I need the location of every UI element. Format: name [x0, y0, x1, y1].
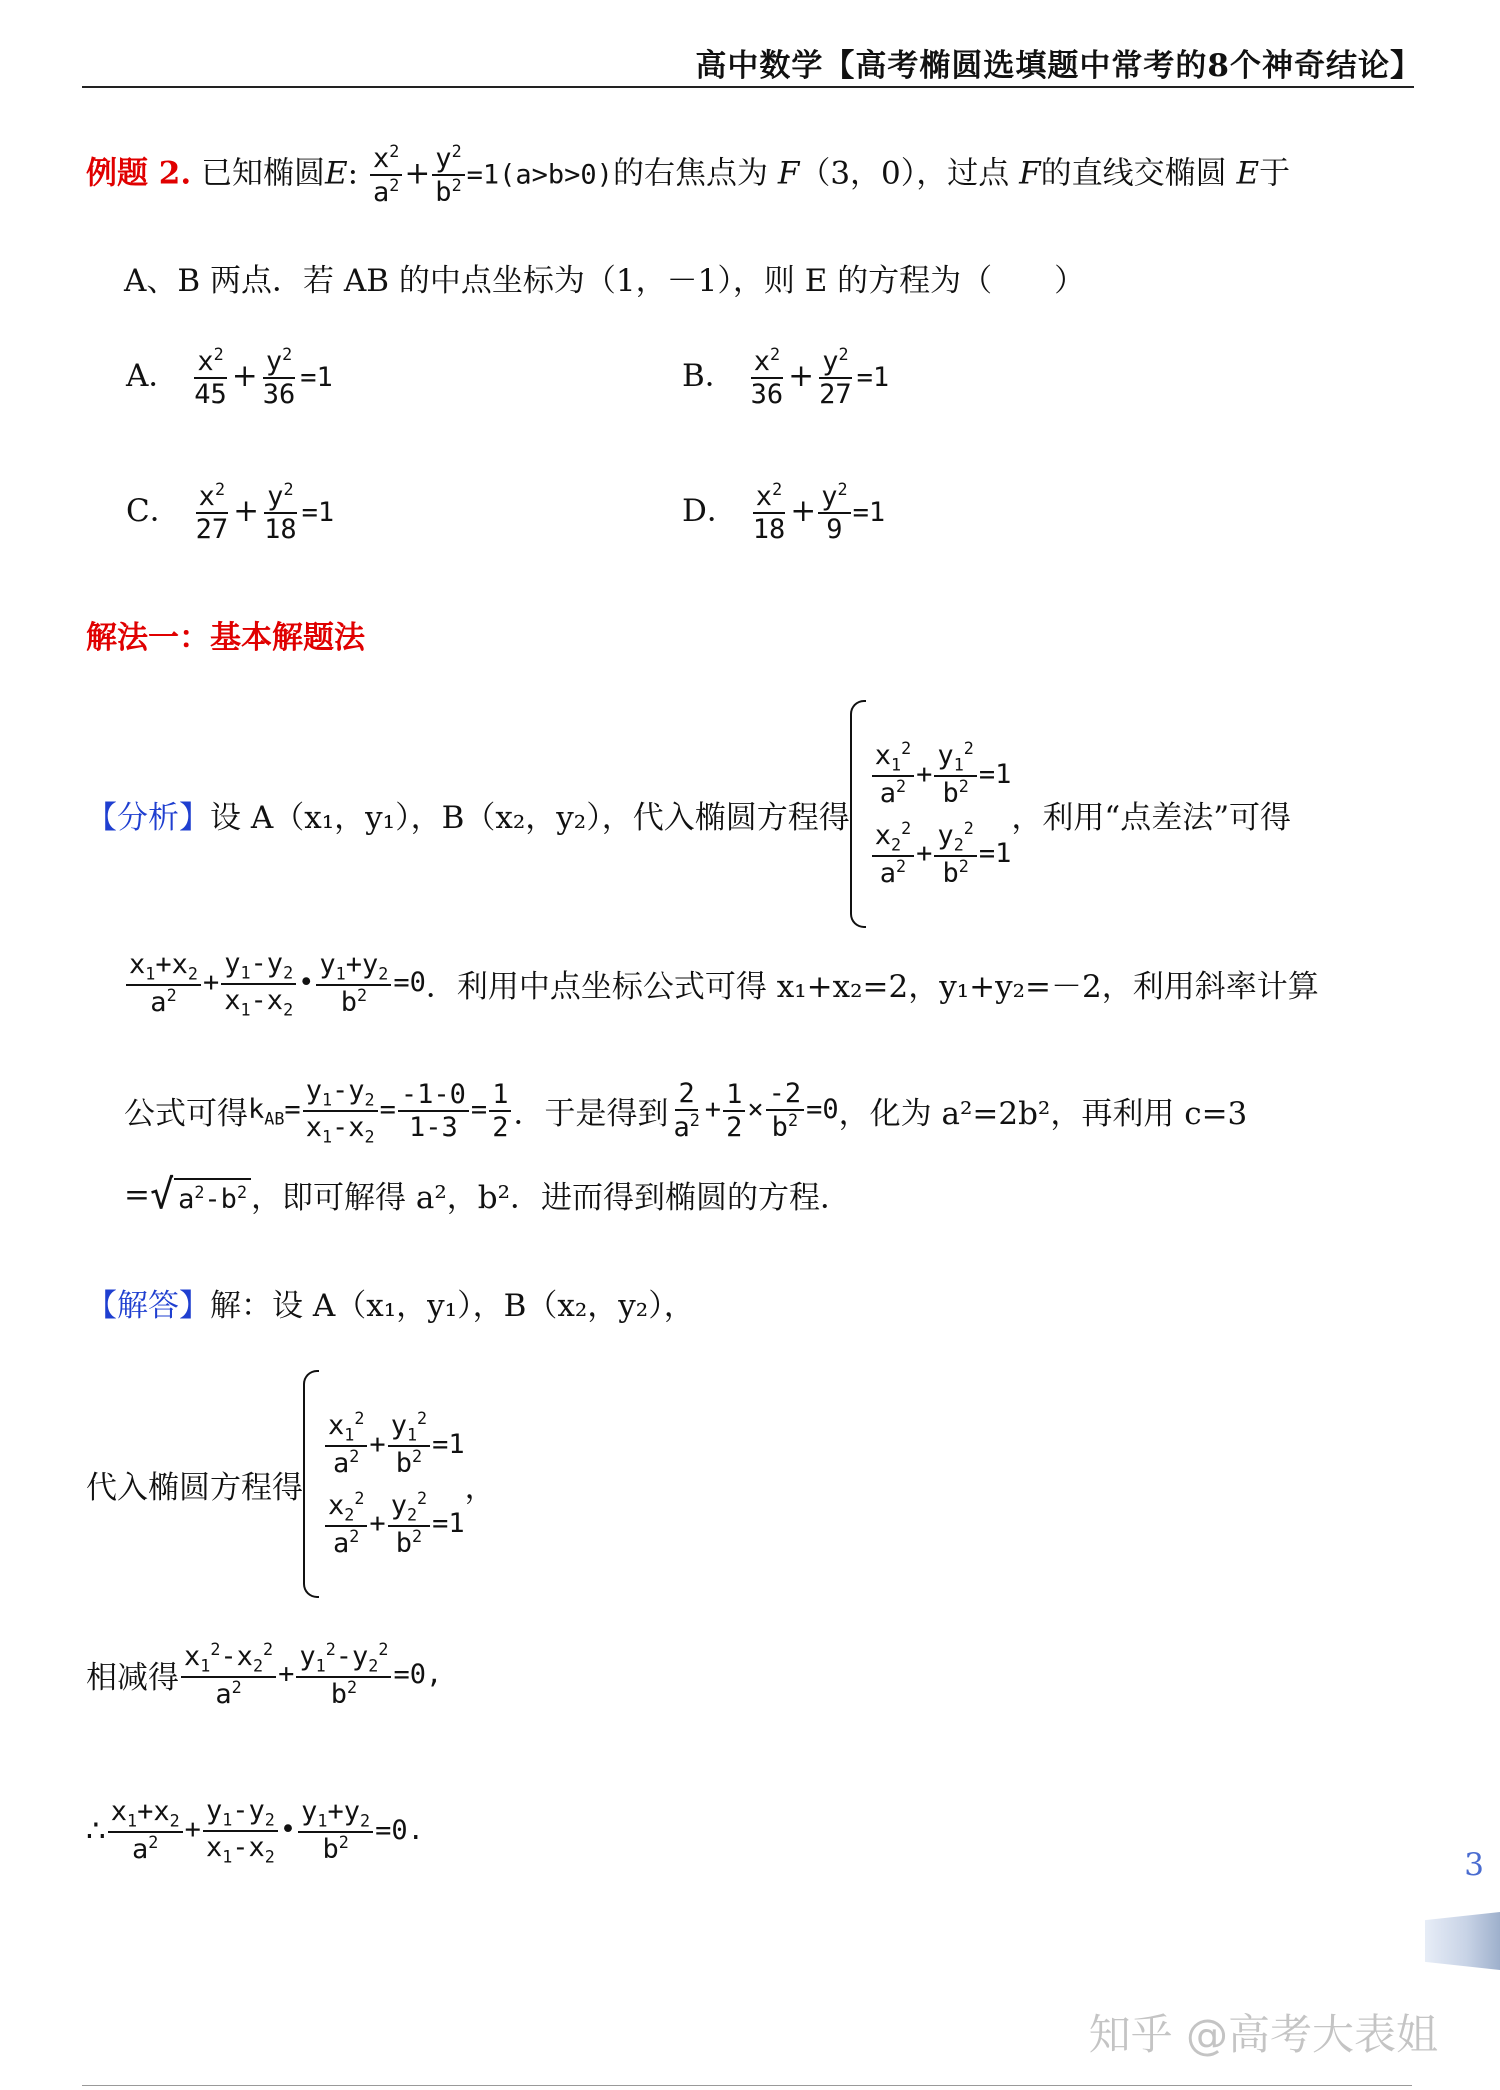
focus-name: F: [777, 155, 800, 192]
answer-tag: 【解答】: [86, 1288, 210, 1324]
option-label: B．: [682, 358, 736, 395]
option-denominator-y: 9: [826, 514, 843, 546]
answer-text-2-after: ，: [464, 1469, 496, 1506]
watermark: 知乎 @高考大表姐: [1088, 2010, 1438, 2059]
answer-line-4: [86, 1795, 424, 1866]
analysis-text-3c: ，化为 a²=2b²，再利用 c=3: [838, 1096, 1248, 1133]
example-line-2: A、B 两点．若 AB 的中点坐标为（1，－1），则 E 的方程为（ ）: [124, 263, 1086, 299]
header-title: 高中数学【高考椭圆选填题中常考的8个神奇结论】: [695, 48, 1422, 84]
option-c: C． $\frac{x^2}{27}$ + $\frac{y^2}{18}$ =1: [126, 479, 335, 546]
sqrt-expression: √ $a^2-b^2$: [150, 1175, 251, 1215]
curve-name: E: [325, 155, 348, 192]
option-label: D．: [682, 493, 738, 530]
answer-line-1: [86, 1280, 695, 1325]
option-denominator-x: 36: [750, 379, 784, 411]
answer-text-2: 代入椭圆方程得: [86, 1469, 303, 1506]
derived-equation: $\frac{2}{a^2}$ + $\frac{1}{2}$ × $\frac{-2}{b^2}$ =0: [673, 1078, 839, 1144]
brace: [850, 700, 866, 928]
focus-name-2: F: [1019, 155, 1041, 192]
analysis-line-3: [124, 1075, 1247, 1146]
option-d: D． $\frac{x^2}{18}$ + $\frac{y^2}{9}$ =1: [682, 479, 886, 546]
example-after-3: 于: [1259, 155, 1291, 192]
header-divider: [82, 86, 1414, 88]
analysis-text-3a: 公式可得: [124, 1096, 248, 1133]
footer-divider: [82, 2085, 1412, 2086]
analysis-text-1: 设 A（x₁，y₁），B（x₂，y₂），代入椭圆方程得: [210, 799, 850, 836]
option-denominator-y: 27: [819, 379, 852, 411]
equation-system-answer: $\frac{x_1^2}{a^2}$ + $\frac{y_1^2}{b^2}$ =1 $\frac{x_2^2}{a^2}$ + $\frac{y_2^2}{b^2}$ =1: [303, 1370, 465, 1598]
option-denominator-y: 36: [262, 379, 296, 411]
answer-line-3: [86, 1640, 442, 1710]
option-label: C．: [126, 493, 181, 530]
example-line-1: 例题 2. 已知椭圆E: $\frac{x^2}{a^2}$ + $\frac{y^2}{b^2}$ =1(a>b>0)的右焦点为 F（3，0），过点 F的直线交椭圆 E于: [86, 141, 1291, 209]
analysis-text-1-after: ，利用“点差法”可得: [1011, 799, 1292, 836]
fraction-x2-a2: $\frac{x^2}{a^2}$: [370, 142, 402, 208]
answer-text-3-after: =0,: [393, 1659, 443, 1691]
condition-text: =1(a>b>0): [466, 159, 613, 191]
analysis-line-2: [124, 948, 1319, 1019]
analysis-line-4: = √ $a^2-b^2$ ，即可解得 a²，b²．进而得到椭圆的方程．: [124, 1171, 852, 1218]
slope-formula: $k_{AB}=$ $\frac{y_1-y_2}{x_1-x_2}$ = $\frac{-1-0}{1-3}$ = $\frac{1}{2}$: [248, 1075, 513, 1146]
analysis-tag: 【分析】: [86, 799, 210, 836]
analysis-text-2: ．利用中点坐标公式可得 x₁+x₂=2，y₁+y₂=－2，利用斜率计算: [425, 969, 1319, 1006]
option-denominator-y: 18: [264, 514, 297, 546]
curve-name-2: E: [1236, 155, 1260, 192]
fraction-y2-b2: $\frac{y^2}{b^2}$: [432, 142, 464, 208]
therefore-symbol: ∴: [86, 1812, 106, 1849]
subtraction-formula: $\frac{x_1^2-x_2^2}{a^2}$ + $\frac{y_1^2-y_2^2}{b^2}$: [179, 1640, 393, 1710]
option-denominator-x: 27: [195, 514, 229, 546]
example-after-2: 的直线交椭圆: [1040, 155, 1227, 192]
example-intro: 已知椭圆: [201, 155, 326, 192]
option-label: A．: [126, 358, 180, 395]
option-b: B． $\frac{x^2}{36}$ + $\frac{y^2}{27}$ =1: [682, 344, 890, 411]
option-denominator-x: 18: [752, 514, 786, 546]
final-formula: $\frac{x_1+x_2}{a^2}$ + $\frac{y_1-y_2}{x_1-x_2}$ • $\frac{y_1+y_2}{b^2}$: [106, 1795, 375, 1866]
answer-line-2: [86, 1370, 496, 1598]
method-title: 解法一：基本解题法: [86, 620, 365, 656]
answer-text-3: 相减得: [86, 1660, 179, 1697]
point-difference-formula: $\frac{x_1+x_2}{a^2}$ + $\frac{y_1-y_2}{x_1-x_2}$ • $\frac{y_1+y_2}{b^2}$ =0: [124, 948, 426, 1019]
focus-coords: （3，0），过点: [799, 155, 1010, 192]
analysis-line-1: [86, 700, 1291, 928]
answer-text-4-after: =0.: [375, 1815, 424, 1847]
example-label: 例题 2.: [86, 155, 192, 192]
page-number: 3: [1464, 1847, 1484, 1883]
equation-system: $\frac{x_1^2}{a^2}$ + $\frac{y_1^2}{b^2}$ =1 $\frac{x_2^2}{a^2}$ + $\frac{y_2^2}{b^2}$ =1: [850, 700, 1012, 928]
option-denominator-x: 45: [194, 379, 227, 411]
example-after: 的右焦点为: [612, 155, 768, 192]
analysis-text-3b: ．于是得到: [513, 1096, 669, 1133]
analysis-text-4: ，即可解得 a²，b²．进而得到椭圆的方程．: [251, 1180, 852, 1216]
brace: [303, 1370, 319, 1598]
option-a: A． $\frac{x^2}{45}$ + $\frac{y^2}{36}$ =1: [126, 344, 333, 411]
page-corner-tab: [1425, 1912, 1500, 1970]
answer-text-1: 解：设 A（x₁，y₁），B（x₂，y₂），: [210, 1288, 695, 1324]
